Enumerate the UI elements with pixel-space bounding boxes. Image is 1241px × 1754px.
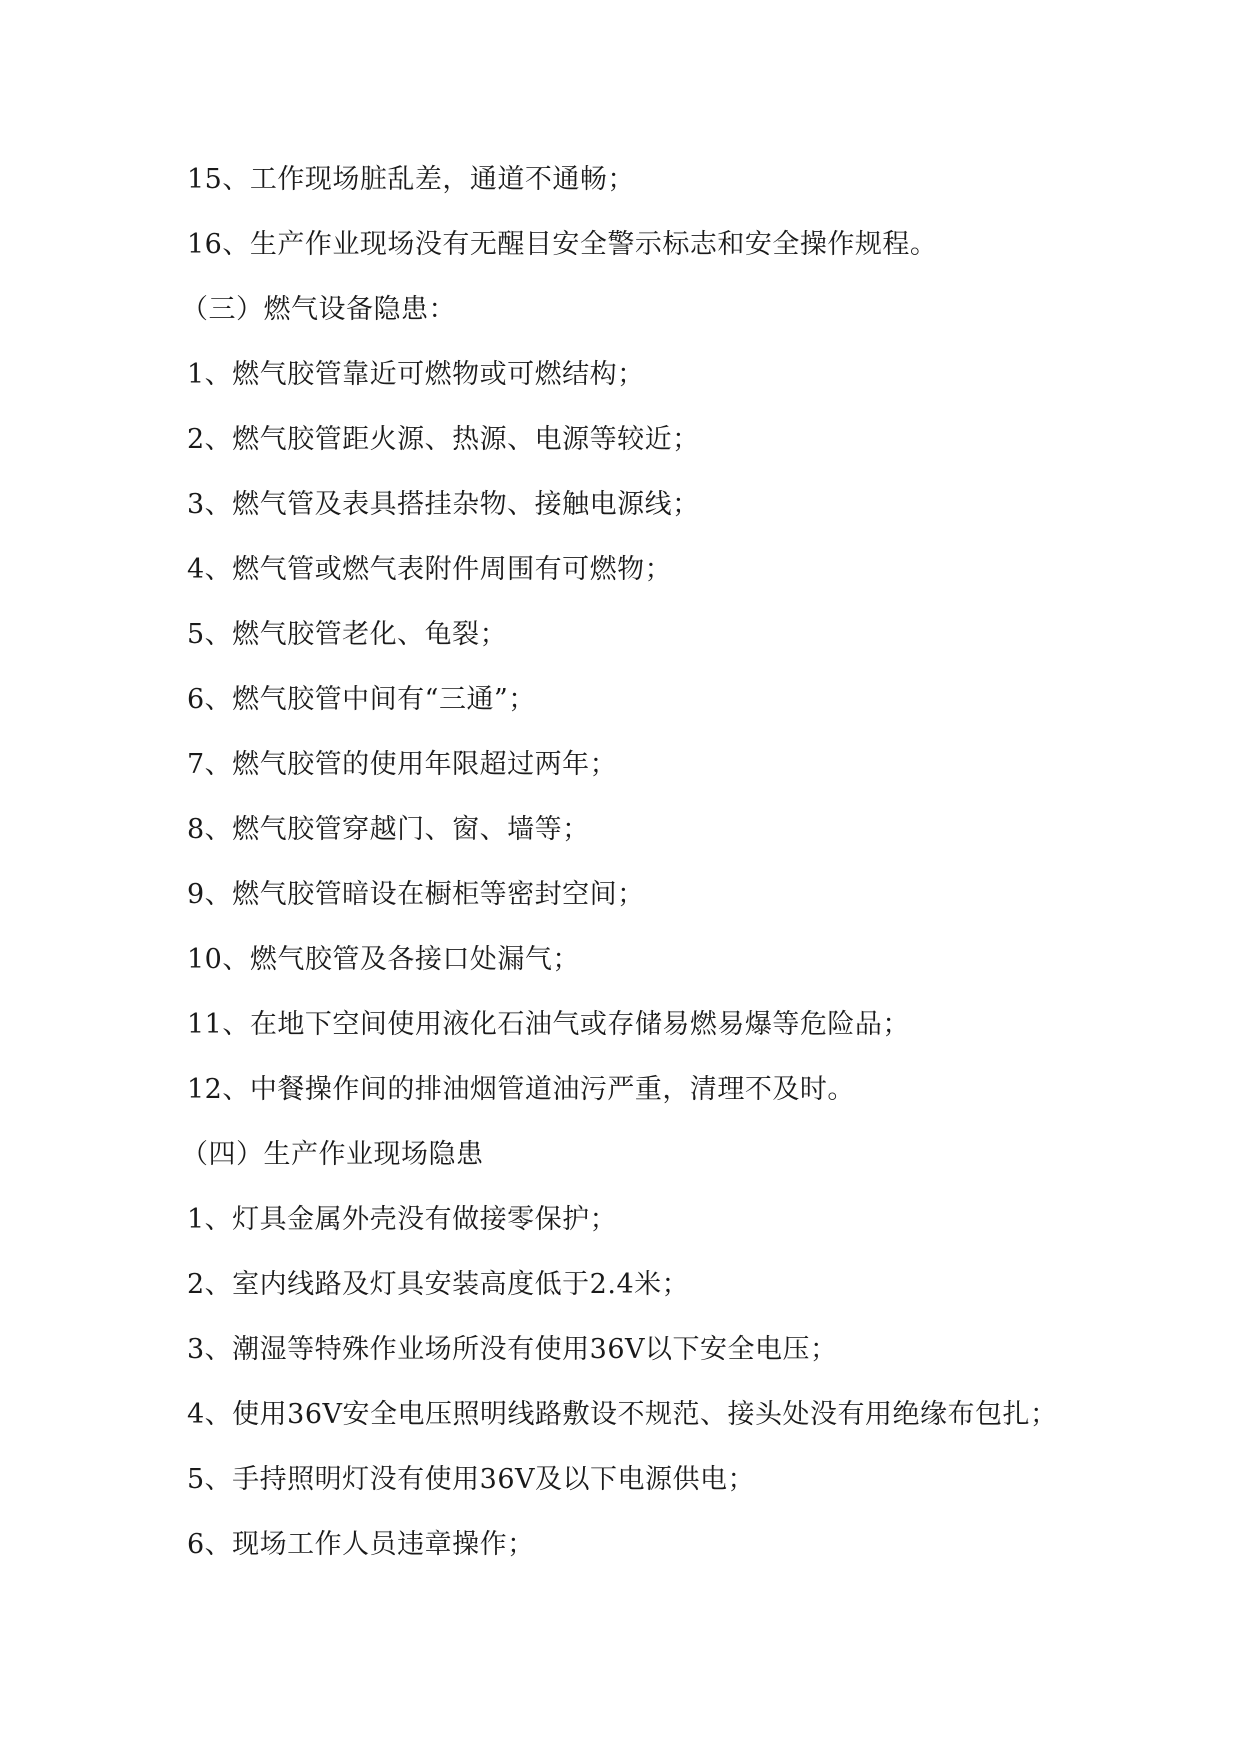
list-item: 16、生产作业现场没有无醒目安全警示标志和安全操作规程。 bbox=[187, 229, 938, 260]
list-item: 11、在地下空间使用液化石油气或存储易燃易爆等危险品； bbox=[187, 1009, 910, 1040]
section-heading: （四）生产作业现场隐患 bbox=[181, 1139, 484, 1170]
list-item: 6、现场工作人员违章操作； bbox=[187, 1529, 535, 1560]
list-item: 2、室内线路及灯具安装高度低于2.4米； bbox=[187, 1269, 690, 1300]
list-item: 1、灯具金属外壳没有做接零保护； bbox=[187, 1204, 618, 1235]
list-item: 7、燃气胶管的使用年限超过两年； bbox=[187, 749, 618, 780]
list-item: 8、燃气胶管穿越门、窗、墙等； bbox=[187, 814, 590, 845]
list-item: 5、手持照明灯没有使用36V及以下电源供电； bbox=[187, 1464, 756, 1495]
section-heading: （三）燃气设备隐患： bbox=[181, 294, 456, 325]
list-item: 4、使用36V安全电压照明线路敷设不规范、接头处没有用绝缘布包扎； bbox=[187, 1399, 1058, 1430]
list-item: 2、燃气胶管距火源、热源、电源等较近； bbox=[187, 424, 700, 455]
content-lines bbox=[181, 160, 1087, 1590]
list-item: 15、工作现场脏乱差，通道不通畅； bbox=[187, 164, 635, 195]
list-item: 3、潮湿等特殊作业场所没有使用36V以下安全电压； bbox=[187, 1334, 838, 1365]
list-item: 10、燃气胶管及各接口处漏气； bbox=[187, 944, 580, 975]
list-item: 5、燃气胶管老化、龟裂； bbox=[187, 619, 508, 650]
list-item: 3、燃气管及表具搭挂杂物、接触电源线； bbox=[187, 489, 700, 520]
list-item: 1、燃气胶管靠近可燃物或可燃结构； bbox=[187, 359, 645, 390]
list-item: 4、燃气管或燃气表附件周围有可燃物； bbox=[187, 554, 673, 585]
list-item: 12、中餐操作间的排油烟管道油污严重，清理不及时。 bbox=[187, 1074, 855, 1105]
list-item: 9、燃气胶管暗设在橱柜等密封空间； bbox=[187, 879, 645, 910]
list-item: 6、燃气胶管中间有“三通”； bbox=[187, 684, 536, 715]
